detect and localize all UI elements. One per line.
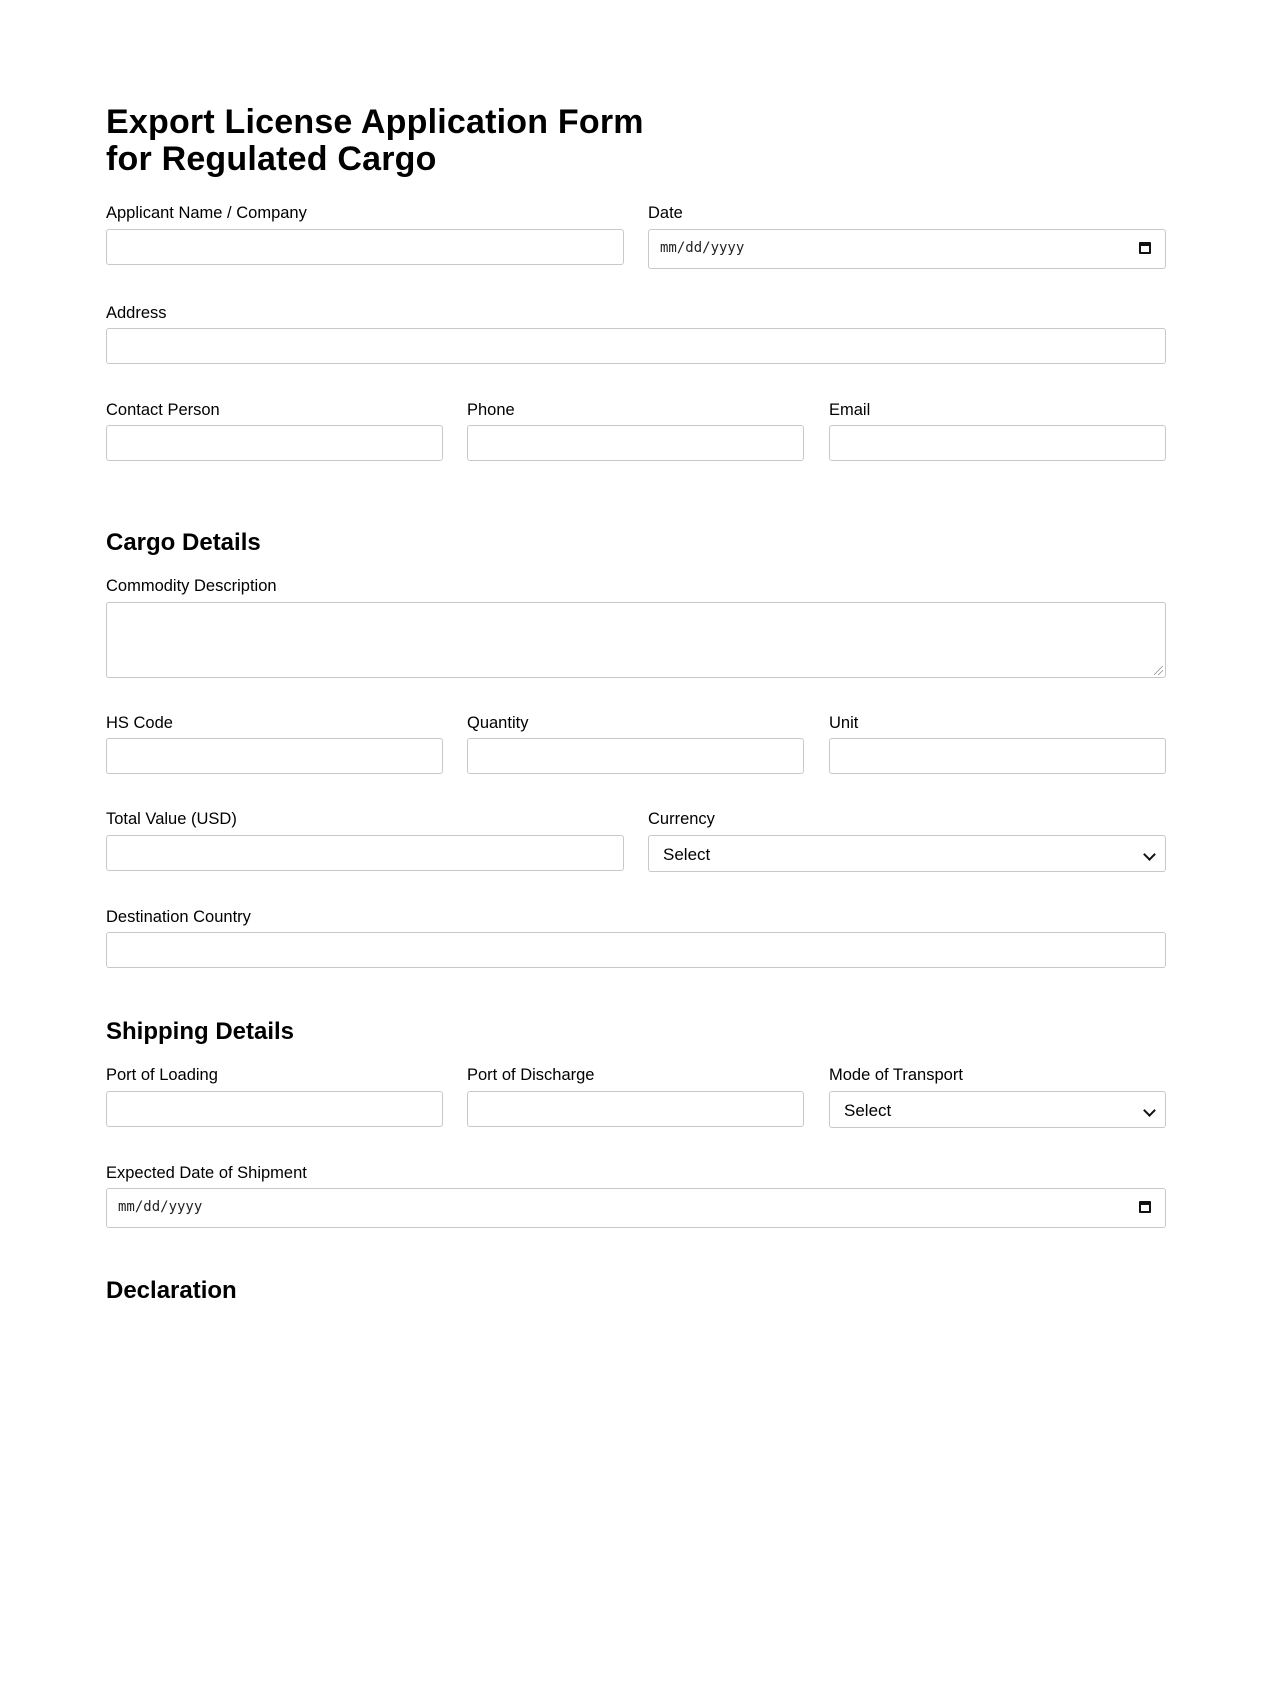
hs-code-label: HS Code [106, 714, 173, 732]
currency-select[interactable] [648, 835, 1166, 872]
email-label: Email [829, 401, 871, 419]
shipping-details-heading: Shipping Details [106, 1018, 295, 1045]
date-input[interactable] [648, 229, 1166, 269]
unit-input[interactable] [829, 738, 1166, 774]
commodity-description-textarea[interactable] [106, 602, 1166, 678]
shipment-date-placeholder: mm/dd/yyyy [118, 1199, 203, 1215]
chevron-down-icon [1143, 848, 1156, 861]
currency-selected-value: Select [663, 845, 711, 864]
calendar-icon[interactable] [1139, 1201, 1151, 1213]
mode-of-transport-label: Mode of Transport [829, 1066, 963, 1084]
port-of-loading-label: Port of Loading [106, 1066, 218, 1084]
declaration-heading: Declaration [106, 1277, 237, 1304]
destination-country-input[interactable] [106, 932, 1166, 968]
port-of-loading-input[interactable] [106, 1091, 443, 1127]
address-input[interactable] [106, 328, 1166, 364]
applicant-name-label: Applicant Name / Company [106, 204, 307, 222]
contact-person-input[interactable] [106, 425, 443, 461]
transport-selected-value: Select [844, 1101, 892, 1120]
date-placeholder: mm/dd/yyyy [660, 240, 745, 256]
phone-label: Phone [467, 401, 515, 419]
calendar-icon[interactable] [1139, 242, 1151, 254]
shipment-date-input[interactable] [106, 1188, 1166, 1228]
port-of-discharge-label: Port of Discharge [467, 1066, 595, 1084]
phone-input[interactable] [467, 425, 804, 461]
applicant-name-input[interactable] [106, 229, 624, 265]
quantity-input[interactable] [467, 738, 804, 774]
page-title: Export License Application Form for Regulated Cargo [106, 103, 644, 178]
quantity-label: Quantity [467, 714, 529, 732]
contact-person-label: Contact Person [106, 401, 220, 419]
mode-of-transport-select[interactable] [829, 1091, 1166, 1128]
currency-label: Currency [648, 810, 715, 828]
hs-code-input[interactable] [106, 738, 443, 774]
email-input[interactable] [829, 425, 1166, 461]
port-of-discharge-input[interactable] [467, 1091, 804, 1127]
commodity-description-label: Commodity Description [106, 577, 277, 595]
destination-country-label: Destination Country [106, 908, 251, 926]
total-value-label: Total Value (USD) [106, 810, 237, 828]
chevron-down-icon [1143, 1104, 1156, 1117]
resize-handle-icon[interactable] [1154, 666, 1163, 675]
unit-label: Unit [829, 714, 859, 732]
cargo-details-heading: Cargo Details [106, 529, 261, 556]
total-value-input[interactable] [106, 835, 624, 871]
date-label: Date [648, 204, 683, 222]
shipment-date-label: Expected Date of Shipment [106, 1164, 307, 1182]
address-label: Address [106, 304, 167, 322]
